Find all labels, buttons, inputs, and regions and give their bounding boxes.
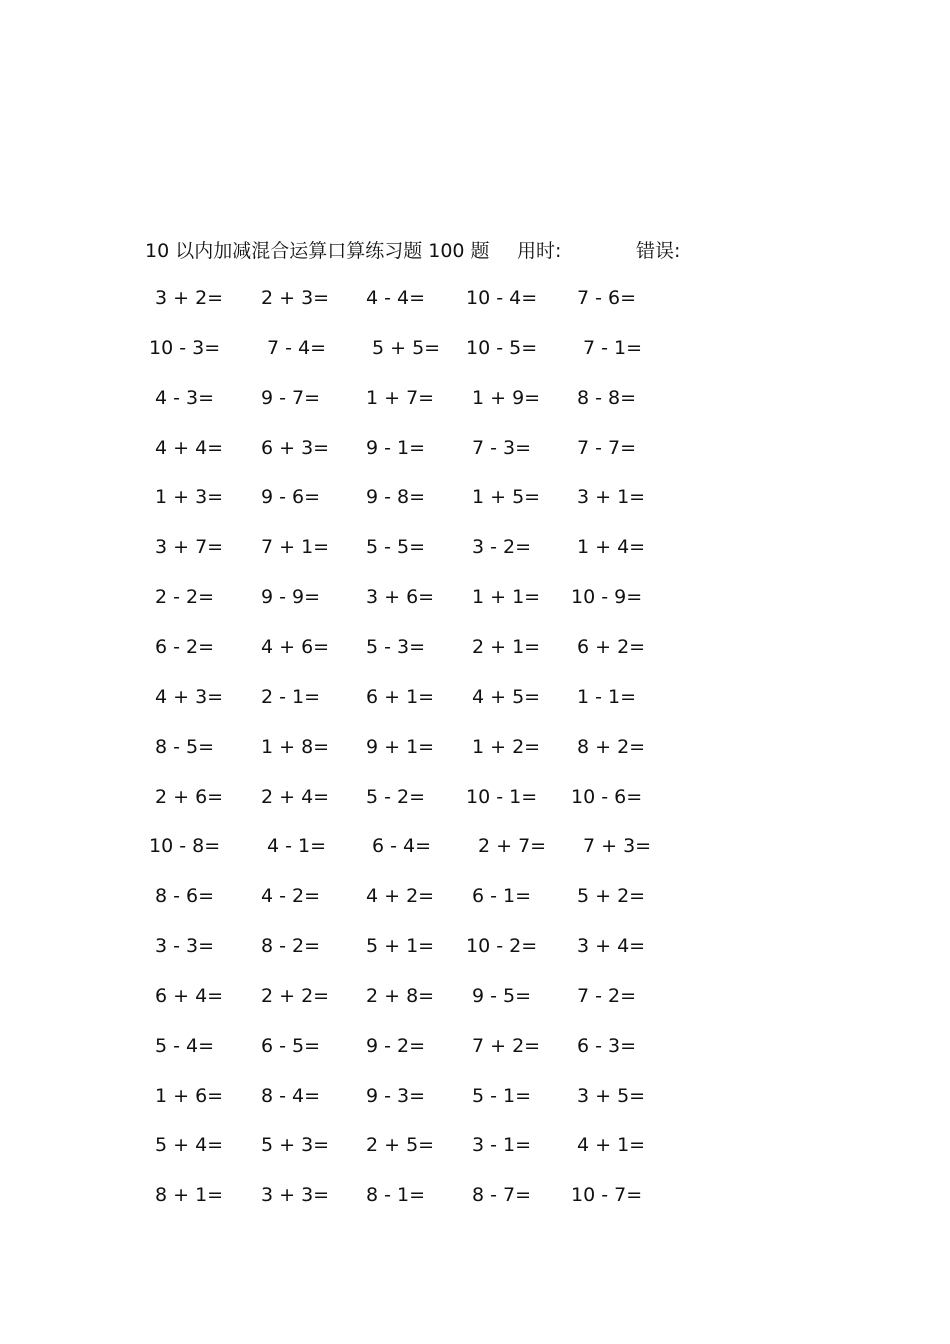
arithmetic-problem: 7 - 7=	[577, 436, 637, 459]
arithmetic-problem: 1 - 1=	[577, 685, 637, 708]
arithmetic-problem: 7 + 1=	[261, 536, 330, 559]
arithmetic-problem: 6 + 3=	[261, 436, 330, 459]
arithmetic-problem: 4 + 3=	[155, 685, 224, 708]
arithmetic-problem: 2 + 5=	[366, 1134, 435, 1157]
arithmetic-problem: 8 - 1=	[366, 1184, 426, 1207]
arithmetic-problem: 10 - 6=	[571, 785, 643, 808]
arithmetic-problem: 2 + 7=	[478, 835, 547, 858]
arithmetic-problem: 1 + 4=	[577, 536, 646, 559]
arithmetic-problem: 1 + 6=	[155, 1084, 224, 1107]
arithmetic-problem: 7 - 2=	[577, 984, 637, 1007]
arithmetic-problem: 8 - 7=	[472, 1184, 532, 1207]
arithmetic-problem: 2 - 2=	[155, 586, 215, 609]
arithmetic-problem: 3 + 1=	[577, 486, 646, 509]
arithmetic-problem: 6 - 5=	[261, 1034, 321, 1057]
arithmetic-problem: 7 + 3=	[583, 835, 652, 858]
arithmetic-problem: 1 + 8=	[261, 735, 330, 758]
arithmetic-problem: 5 + 1=	[366, 935, 435, 958]
arithmetic-problem: 1 + 2=	[472, 735, 541, 758]
arithmetic-problem: 8 - 5=	[155, 735, 215, 758]
arithmetic-problem: 3 + 3=	[261, 1184, 330, 1207]
arithmetic-problem: 10 - 9=	[571, 586, 643, 609]
arithmetic-problem: 5 - 5=	[366, 536, 426, 559]
arithmetic-problem: 10 - 1=	[466, 785, 538, 808]
arithmetic-problem: 6 - 4=	[372, 835, 432, 858]
arithmetic-problem: 8 - 4=	[261, 1084, 321, 1107]
arithmetic-problem: 1 + 1=	[472, 586, 541, 609]
arithmetic-problem: 8 - 2=	[261, 935, 321, 958]
arithmetic-problem: 7 - 6=	[577, 287, 637, 309]
problem-row	[0, 383, 950, 413]
arithmetic-problem: 6 - 2=	[155, 635, 215, 658]
problem-row	[0, 433, 950, 463]
problem-row	[0, 682, 950, 712]
arithmetic-problem: 9 - 3=	[366, 1084, 426, 1107]
arithmetic-problem: 4 + 4=	[155, 436, 224, 459]
arithmetic-problem: 6 + 4=	[155, 984, 224, 1007]
problem-row	[0, 881, 950, 911]
arithmetic-problem: 2 + 1=	[472, 635, 541, 658]
arithmetic-problem: 6 + 2=	[577, 635, 646, 658]
arithmetic-problem: 7 + 2=	[472, 1034, 541, 1057]
arithmetic-problem: 7 - 3=	[472, 436, 532, 459]
arithmetic-problem: 9 - 6=	[261, 486, 321, 509]
time-used-label: 用时:	[517, 240, 562, 262]
arithmetic-problem: 9 + 1=	[366, 735, 435, 758]
problem-row	[0, 582, 950, 612]
arithmetic-problem: 4 + 6=	[261, 635, 330, 658]
problem-row	[0, 831, 950, 861]
arithmetic-problem: 5 - 3=	[366, 635, 426, 658]
arithmetic-problem: 5 + 5=	[372, 336, 441, 359]
problem-row	[0, 482, 950, 512]
arithmetic-problem: 5 - 4=	[155, 1034, 215, 1057]
arithmetic-problem: 3 + 6=	[366, 586, 435, 609]
arithmetic-problem: 6 - 3=	[577, 1034, 637, 1057]
arithmetic-problem: 1 + 9=	[472, 386, 541, 409]
problem-row	[0, 532, 950, 562]
arithmetic-problem: 9 - 2=	[366, 1034, 426, 1057]
arithmetic-problem: 9 - 1=	[366, 436, 426, 459]
arithmetic-problem: 4 + 1=	[577, 1134, 646, 1157]
arithmetic-problem: 8 - 6=	[155, 885, 215, 908]
problem-row	[0, 981, 950, 1011]
arithmetic-problem: 7 - 1=	[583, 336, 643, 359]
error-count-label: 错误:	[636, 240, 681, 262]
arithmetic-problem: 1 + 3=	[155, 486, 224, 509]
arithmetic-problem: 2 + 3=	[261, 287, 330, 309]
arithmetic-problem: 8 - 8=	[577, 386, 637, 409]
arithmetic-problem: 3 - 2=	[472, 536, 532, 559]
arithmetic-problem: 2 + 2=	[261, 984, 330, 1007]
arithmetic-problem: 2 + 8=	[366, 984, 435, 1007]
arithmetic-problem: 10 - 2=	[466, 935, 538, 958]
arithmetic-problem: 5 - 1=	[472, 1084, 532, 1107]
arithmetic-problem: 1 + 7=	[366, 386, 435, 409]
arithmetic-problem: 9 - 8=	[366, 486, 426, 509]
arithmetic-problem: 8 + 2=	[577, 735, 646, 758]
arithmetic-problem: 10 - 4=	[466, 287, 538, 309]
arithmetic-problem: 3 - 3=	[155, 935, 215, 958]
arithmetic-problem: 3 + 5=	[577, 1084, 646, 1107]
arithmetic-problem: 5 + 2=	[577, 885, 646, 908]
problem-row	[0, 1031, 950, 1061]
arithmetic-problem: 9 - 5=	[472, 984, 532, 1007]
arithmetic-problem: 10 - 3=	[149, 336, 221, 359]
arithmetic-problem: 5 - 2=	[366, 785, 426, 808]
arithmetic-problem: 4 + 5=	[472, 685, 541, 708]
arithmetic-problem: 5 + 3=	[261, 1134, 330, 1157]
arithmetic-problem: 4 - 2=	[261, 885, 321, 908]
arithmetic-problem: 9 - 7=	[261, 386, 321, 409]
arithmetic-problem: 4 - 4=	[366, 287, 426, 309]
problem-row	[0, 782, 950, 812]
arithmetic-problem: 2 + 6=	[155, 785, 224, 808]
arithmetic-problem: 10 - 5=	[466, 336, 538, 359]
arithmetic-problem: 4 - 1=	[267, 835, 327, 858]
arithmetic-problem: 9 - 9=	[261, 586, 321, 609]
arithmetic-problem: 8 + 1=	[155, 1184, 224, 1207]
arithmetic-problem: 1 + 5=	[472, 486, 541, 509]
arithmetic-problem: 2 - 1=	[261, 685, 321, 708]
arithmetic-problem: 4 - 3=	[155, 386, 215, 409]
problem-row	[0, 931, 950, 961]
problem-row	[0, 1130, 950, 1160]
arithmetic-problem: 6 - 1=	[472, 885, 532, 908]
arithmetic-problem: 10 - 7=	[571, 1184, 643, 1207]
problem-row	[0, 632, 950, 662]
worksheet-title: 10 以内加减混合运算口算练习题 100 题	[145, 240, 490, 262]
problem-row	[0, 1081, 950, 1111]
problem-row	[0, 1180, 950, 1210]
arithmetic-problem: 10 - 8=	[149, 835, 221, 858]
arithmetic-problem: 2 + 4=	[261, 785, 330, 808]
arithmetic-problem: 6 + 1=	[366, 685, 435, 708]
problem-row	[0, 283, 950, 313]
arithmetic-problem: 3 + 4=	[577, 935, 646, 958]
arithmetic-problem: 5 + 4=	[155, 1134, 224, 1157]
arithmetic-problem: 3 + 7=	[155, 536, 224, 559]
arithmetic-problem: 7 - 4=	[267, 336, 327, 359]
problem-row	[0, 333, 950, 363]
arithmetic-problem: 3 + 2=	[155, 287, 224, 309]
arithmetic-problem: 3 - 1=	[472, 1134, 532, 1157]
arithmetic-problem: 4 + 2=	[366, 885, 435, 908]
problem-row	[0, 732, 950, 762]
